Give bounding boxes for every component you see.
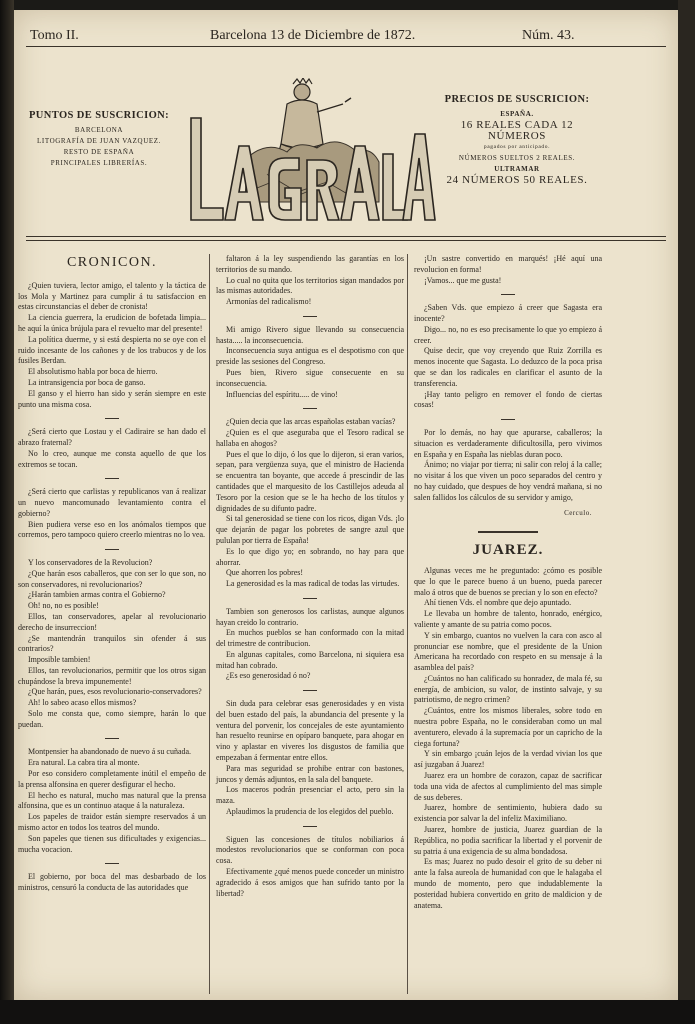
paragraph: Ánimo; no viajar por tierra; ni salir con reloj á la calle; no visitar á los que viven un poco separados del centro y no hay cuidado, que despues de hoy vendrá mañana, si no salen fallidos los cálculos de su servidor y amigo, (414, 460, 602, 502)
paragraph: Para mas seguridad se prohibe entrar con bastones, juncos y demás adjuntos, en la sala del banquete. (216, 763, 404, 784)
paragraph: ¿Cuántos, entre los mismos liberales, sobre todo en nuestra pobre España, no le consideraban como un mal aventurero, elevado á la supremacía por un capricho de la ciega fortuna? (414, 706, 602, 748)
paragraph: Los papeles de traidor están siempre reservados á un mismo actor en todos los teatros del mundo. (18, 812, 206, 833)
paragraph: Montpensier ha abandonado de nuevo á su cuñada. (28, 747, 192, 757)
paragraph: Son papeles que tienen sus dificultades y exigencias... mucha vocacion. (18, 833, 206, 854)
paragraph: Armonías del radicalismo! (226, 297, 312, 307)
paragraph: El ganso y el hierro han sido y serán siempre en este punto una misma cosa. (18, 388, 206, 409)
separator (18, 734, 206, 745)
signature: Cerculo. (564, 508, 592, 517)
subscription-prices (442, 94, 592, 186)
cronicon-title: CRONICON. (66, 255, 158, 270)
paragraph: El hecho es natural, mucho mas natural que la prensa alfonsina, que es un continuo ataque á la naturaleza. (18, 790, 206, 811)
paragraph: Juarez era un hombre de corazon, capaz de sacrificar toda una vida de afectos al cumplimiento del mas simple de sus deberes. (414, 771, 602, 802)
paragraph: ¿Será cierto que Lostau y el Cadiraire se han dado el abrazo fraternal? (18, 427, 206, 447)
paragraph: ¡Vamos... que me gusta! (424, 275, 502, 285)
paragraph: Solo me consta que, como siempre, harán lo que puedan. (18, 709, 206, 729)
paragraph: Le llevaba un hombre de talento, honrado, enérgico, valiente y amante de su patria como pocos. (414, 609, 602, 629)
masthead-illustration (177, 78, 437, 238)
paragraph: Ellos, tan revolucionarios, permitir que los otros sigan chupándose la breva impunemente! (18, 665, 206, 686)
paragraph: ¿Será cierto que carlistas y republicanos van á realizar un nuevo mancomunado levantamiento contra el gobierno? (18, 487, 206, 518)
paragraph: Que ahorren los pobres! (226, 568, 304, 578)
paragraph: ¡Un sastre convertido en marqués! ¡Hé aquí una revolucion en forma! (414, 254, 602, 274)
paragraph: Ahí tienen Vds. el nombre que dejo apuntado. (424, 598, 572, 608)
paragraph: ¿Quien tuviera, lector amigo, el talento y la táctica de los Mola y Martinez para cumplir á tu satisfaccion en estas circunstancias el deber de cronista! (18, 280, 206, 312)
paragraph: Pues el que lo dijo, ó los que lo dijeron, si eran varios, sepan, para vergüenza suya, que el ministro de Hacienda se encuentra tan boyante, que accede á prescindir de las cantidades que el marquesito de los Castillejos adeuda al Tesoro por la cesion que se le ha hecho de los títulos y dignidades de su difunto padre. (216, 449, 404, 513)
paragraph: Los maceros podrán presenciar el acto, pero sin la maza. (216, 785, 404, 806)
subs-right-line: ULTRAMAR (494, 165, 540, 173)
paragraph: No lo creo, aunque me consta aquello de que los extremos se tocan. (18, 448, 206, 469)
bottom-edge (0, 1000, 695, 1024)
paragraph: Y sin embargo ¡cuán lejos de la verdad vivian los que así juzgaban á Juarez! (414, 749, 602, 770)
subs-left-line: LITOGRAFÍA DE JUAN VAZQUEZ. (37, 137, 161, 145)
paragraph: Y sin embargo, cuantos no vuelven la cara con asco al pronunciar ese nombre, que el presidente de la Union Americana ha recordado con respeto en su mensaje á la asamblea del país? (414, 630, 602, 673)
paragraph: Sin duda para celebrar esas generosidades y en vista del buen estado del país, la abundancia del presente y la ventura del porvenir, los concejales de este ayuntamiento han resuelto reunirse en opíparo banquete, para ahogar en vino y aplastar en viveres los disgustos de familia que empezaban á fermentar entre ellos. (216, 699, 404, 763)
paragraph: Es mas; Juarez no pudo desoir el grito de su deber ni ante la falsa aureola de humanidad con que le halagaba el mundo de momento, pero que indudablemente la posteridad hubiera convertido en grito de maldicion y de anatema. (414, 857, 602, 910)
separator (18, 858, 206, 869)
paragraph: Efectivamente ¿qué menos puede conceder un ministro agradecido á esos amigos que han sufrido tanto por la libertad? (216, 867, 404, 898)
paragraph: Inconsecuencia suya antigua es el despotismo con que preside las sesiones del Congreso. (216, 346, 404, 367)
masthead-title: LA GRALLA (177, 78, 184, 79)
paragraph: faltaron á la ley suspendiendo las garantías en los territorios de su mando. (216, 254, 404, 274)
paragraph: La política duerme, y si está despierta no se oye con el ruido incesante de los cañones y de los trabucos y de los fusiles Berdan. (18, 334, 206, 366)
subscription-points (24, 110, 174, 169)
column-divider (209, 254, 210, 994)
paragraph: La generosidad es la mas radical de todas las virtudes. (226, 579, 400, 589)
paragraph: ¿Saben Vds. que empiezo á creer que Sagasta era inocente? (414, 303, 602, 323)
masthead-rule (26, 236, 666, 237)
paragraph: Tambien son generosos los carlistas, aunque algunos hayan creido lo contrario. (216, 606, 404, 627)
paragraph: ¿Harán tambien armas contra el Gobierno? (28, 590, 166, 600)
newspaper-page (14, 10, 678, 1000)
separator (216, 311, 404, 322)
paragraph: Imposible tambien! (28, 655, 91, 665)
paragraph: Influencias del espíritu..... de vino! (226, 389, 338, 399)
paragraph: Aplaudimos la prudencia de los elegidos del pueblo. (226, 807, 394, 817)
separator (18, 544, 206, 555)
right-edge (678, 0, 695, 1024)
paragraph: ¡Hay tanto peligro en remover el fondo de ciertas cosas! (414, 389, 602, 410)
column-divider (407, 254, 408, 994)
paragraph: Ah! lo sabeo acaso ellos mismos? (28, 698, 137, 708)
date-line: Barcelona 13 de Diciembre de 1872. (210, 28, 416, 43)
separator (216, 593, 404, 604)
paragraph: Era natural. La cabra tira al monte. (28, 758, 140, 768)
column-1 (18, 254, 206, 894)
subs-right-line: NÚMEROS SUELTOS 2 REALES. (458, 154, 576, 162)
column-3 (414, 254, 602, 911)
paragraph: ¿Que harán, pues, esos revolucionario-conservadores? (28, 687, 202, 697)
paragraph: Oh! no, no es posible! (28, 601, 99, 611)
paragraph: Es lo que digo yo; en sobrando, no hay para que ahorrar. (216, 546, 404, 567)
paragraph: ¿Quien decia que las arcas españolas estaban vacías? (226, 417, 396, 427)
paragraph: ¿Quien es el que aseguraba que el Tesoro radical se hallaba en ahogos? (216, 427, 404, 448)
ornament-rule (414, 526, 602, 537)
column-2 (216, 254, 404, 899)
paragraph: Siguen las concesiones de títulos nobiliarios á modestos revolucionarios que se conforman con poca cosa. (216, 834, 404, 866)
paragraph: Juarez, hombre de justicia, Juarez guardian de la República, no podia sacrificar la libertad y el porvenir de su patria á una exigencia de su alma bondadosa. (414, 825, 602, 856)
separator (18, 473, 206, 484)
subs-right-line: ESPAÑA. (500, 110, 534, 118)
paragraph: La intransigencia por boca de ganso. (28, 377, 146, 387)
binding-edge (0, 0, 14, 1024)
separator (18, 413, 206, 424)
subs-left-line: RESTO DE ESPAÑA (63, 148, 135, 156)
subs-right-heading: PRECIOS DE SUSCRICION: (444, 94, 590, 105)
separator (414, 289, 602, 300)
paragraph: La ciencia guerrera, la erudicion de bofetada limpia... he aquí la única brújula para el revuelto mar del presente! (18, 313, 206, 333)
juarez-title: JUAREZ. (472, 542, 544, 559)
paragraph: Ellos, tan conservadores, apelar al revolucionario derecho de insurreccion! (18, 611, 206, 632)
paragraph: ¿Se mantendrán tranquilos sin ofender á sus contrarios? (18, 633, 206, 654)
paragraph: Y los conservadores de la Revolucion? (28, 557, 153, 567)
separator (216, 821, 404, 832)
subs-right-line: 24 NÚMEROS 50 REALES. (446, 174, 588, 186)
paragraph: ¿Que harán esos caballeros, que con ser lo que son, no son conservadores, ni revolucionarios? (18, 568, 206, 589)
paragraph: Algunas veces me he preguntado: ¿cómo es posible que lo que le parece bueno á un bueno, pueda parecer malo á otros que de buenos se precian y lo son en efecto? (414, 565, 602, 597)
subs-left-line: BARCELONA (74, 126, 124, 134)
paragraph: Por lo demás, no hay que apurarse, caballeros; la situacion es verdaderamente dificultosilla, pero vivimos en España y en España las nieblas duran poco. (414, 427, 602, 459)
paragraph: ¿Es eso generosidad ó no? (226, 671, 311, 681)
separator (216, 403, 404, 414)
paragraph: Quise decir, que voy creyendo que Ruiz Zorrilla es menos inocente que Sagasta. Lo deduzco de la poca prisa que se dan los radicales en clarificar el asunto de la transferencia. (414, 346, 602, 388)
paragraph: Pues bien, Rivero sigue consecuente en su inconsecuencia. (216, 367, 404, 388)
paragraph: En muchos pueblos se han conformado con la mitad del trimestre de contribucion. (216, 628, 404, 649)
separator (216, 685, 404, 696)
paragraph: Bien pudiera verse eso en los anómalos tiempos que corremos, pero tampoco quiero creerlo mientras no lo vea. (18, 519, 206, 540)
paragraph: Juarez, hombre de sentimiento, hubiera dado su existencia por salvar la del infeliz Maximiliano. (414, 803, 602, 824)
subs-right-line: 16 REALES CADA 12 NÚMEROS (460, 119, 574, 142)
volume-label: Tomo II. (30, 28, 79, 43)
paragraph: Por eso considero completamente inútil el empeño de la prensa alfonsina en querer desfigurar el hecho. (18, 769, 206, 789)
subs-left-line: PRINCIPALES LIBRERÍAS. (50, 159, 148, 167)
paragraph: Lo cual no quita que los territorios sigan mandados por las mismas autoridades. (216, 275, 404, 296)
masthead-rule-thin (26, 240, 666, 241)
subs-right-line: pagados por anticipado. (483, 144, 551, 150)
paragraph: El absolutismo habla por boca de hierro. (28, 367, 158, 377)
issue-number: Núm. 43. (522, 28, 575, 43)
masthead (177, 78, 437, 238)
header-rule (26, 46, 666, 47)
subs-left-heading: PUNTOS DE SUSCRICION: (28, 110, 170, 121)
paragraph: Mi amigo Rivero sigue llevando su consecuencia hasta..... la inconsecuencia. (216, 324, 404, 345)
paragraph: En algunas capitales, como Barcelona, ni siquiera esa mitad han cobrado. (216, 649, 404, 670)
paragraph: ¿Cuántos no han calificado su honradez, de mala fé, su energía, de ambicion, su valor, de instinto salvaje, y su patriotismo, de negro crimen? (414, 673, 602, 705)
separator (414, 414, 602, 425)
paragraph: Si tal generosidad se tiene con los ricos, digan Vds. ¡lo que dejarán de pagar los pobretes de sangre azul que pululan por tierra de España! (216, 514, 404, 545)
paragraph: Digo... no, no es eso precisamente lo que yo empiezo á creer. (414, 324, 602, 345)
paragraph: El gobierno, por boca del mas desbarbado de los ministros, censuró la conducta de las autoridades que (18, 872, 206, 893)
